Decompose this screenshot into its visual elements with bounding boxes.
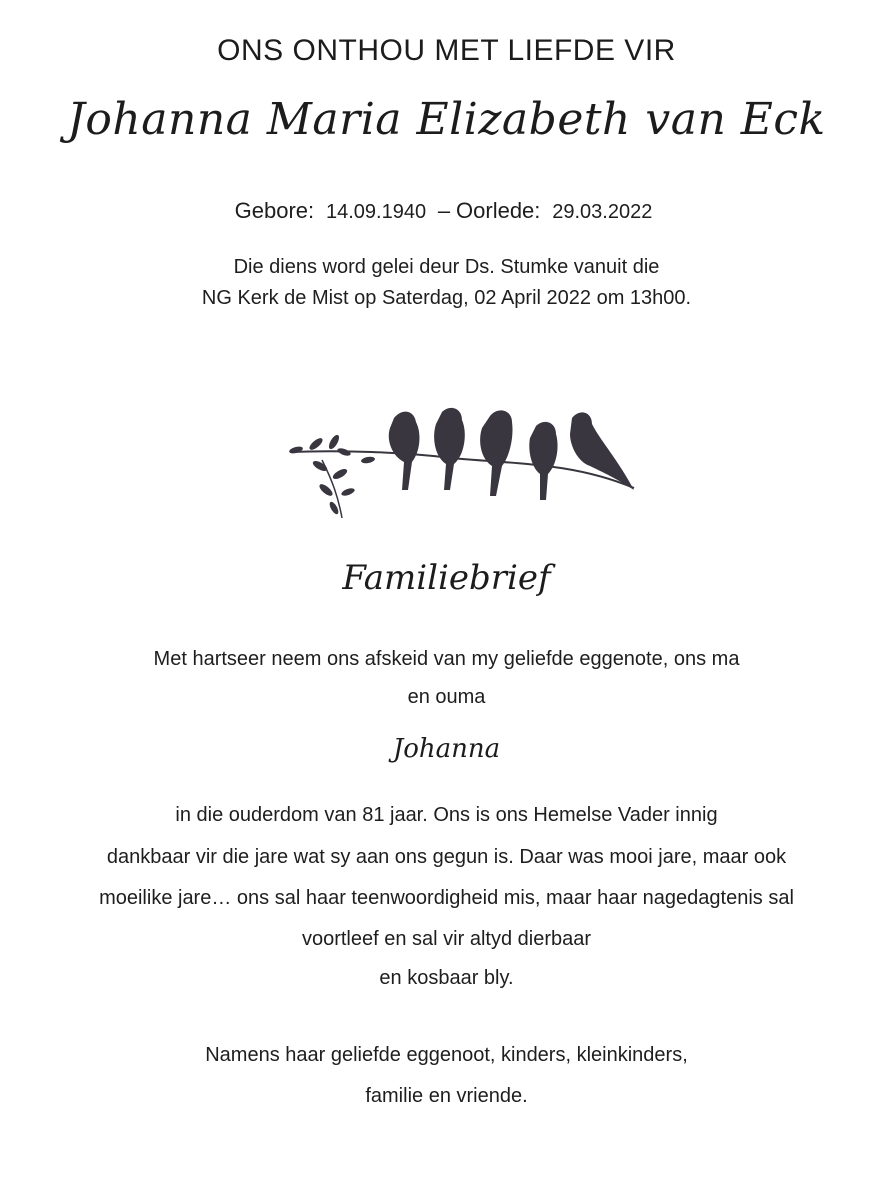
born-date: 14.09.1940 [325,201,427,223]
intro-line-1: Met hartseer neem ons afskeid van my geliefde eggenote, ons ma [153,648,740,670]
died-date: 29.03.2022 [552,201,653,223]
died-label: Oorlede: [456,198,541,223]
heading: ONS ONTHOU MET LIEFDE VIR [217,34,676,67]
signature-line-2: familie en vriende. [365,1085,528,1107]
deceased-name: Johanna Maria Elizabeth van Eck [67,94,826,145]
body-line-3: moeilike jare… ons sal haar teenwoordigheid mis, maar haar nagedagtenis sal [99,887,794,909]
body-line-4: voortleef en sal vir altyd dierbaar [301,928,592,950]
signature-line-1: Namens haar geliefde eggenoot, kinders, kleinkinders, [205,1044,688,1066]
date-separator: – [437,198,451,223]
body-line-5: en kosbaar bly. [379,967,514,989]
body-line-2: dankbaar vir die jare wat sy aan ons gegun is. Daar was mooi jare, maar ook [106,846,787,868]
birds-on-branch-icon [282,400,642,530]
service-line-2: NG Kerk de Mist op Saterdag, 02 April 2022 om 13h00. [201,287,692,309]
born-label: Gebore: [234,198,315,223]
first-name: Johanna [392,734,501,764]
body-line-1: in die ouderdom van 81 jaar. Ons is ons Hemelse Vader innig [175,804,718,826]
dates-line [0,198,893,224]
letter-title: Familiebrief [342,558,551,598]
service-line-1: Die diens word gelei deur Ds. Stumke vanuit die [233,256,660,278]
intro-line-2: en ouma [407,686,486,708]
